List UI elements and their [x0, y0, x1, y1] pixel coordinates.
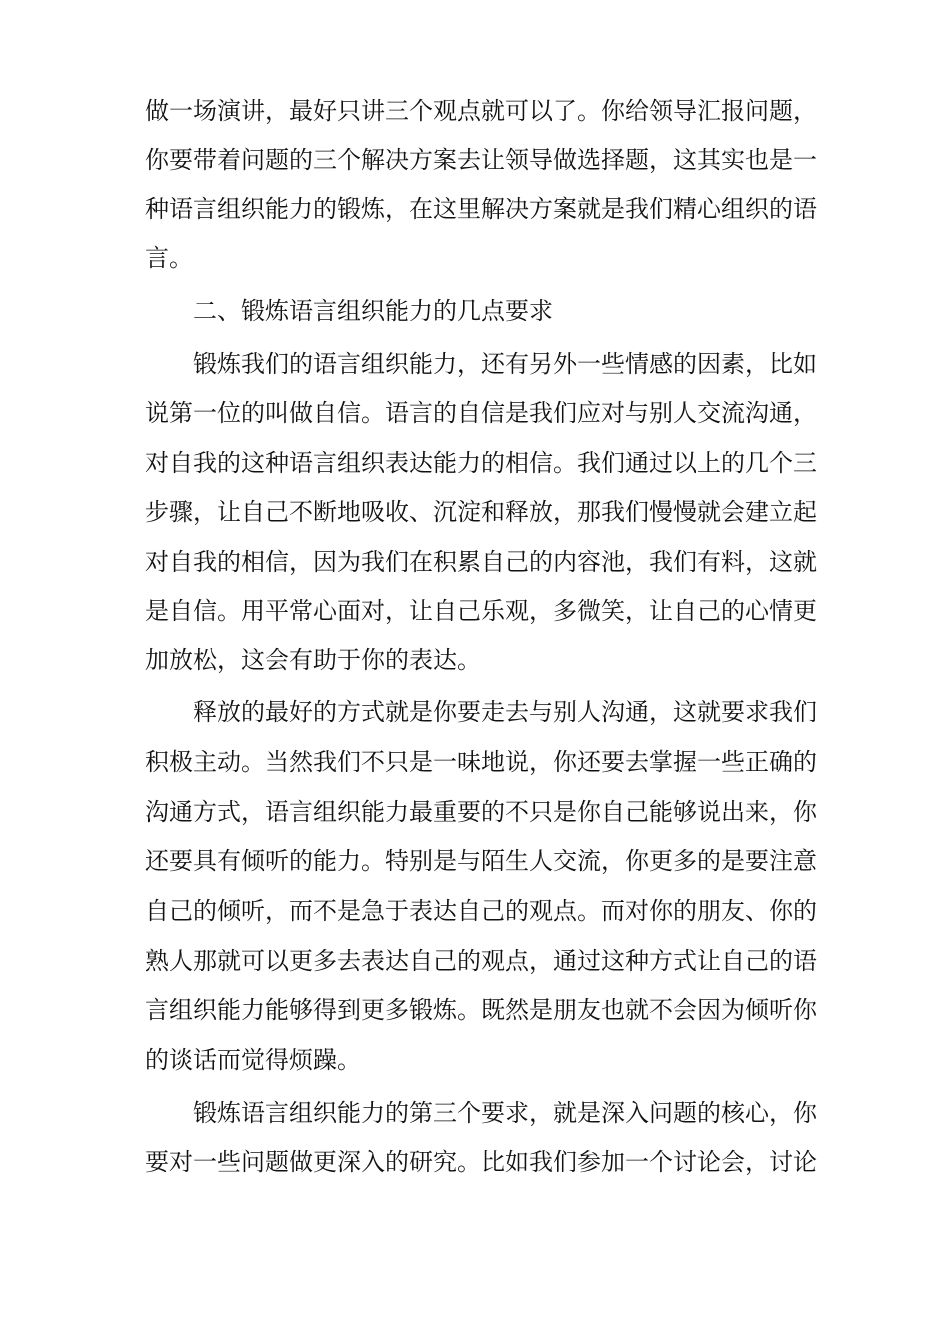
paragraph-4-line-8: 的谈话而觉得烦躁。	[145, 1046, 361, 1074]
paragraph-3-line-7: 加放松，这会有助于你的表达。	[145, 646, 481, 674]
paragraph-1-line-2: 你要带着问题的三个解决方案去让领导做选择题，这其实也是一	[145, 146, 817, 174]
paragraph-4-line-4: 还要具有倾听的能力。特别是与陌生人交流，你更多的是要注意	[145, 847, 817, 875]
paragraph-4-line-3: 沟通方式，语言组织能力最重要的不只是你自己能够说出来，你	[145, 798, 817, 826]
paragraph-3-line-5: 对自我的相信，因为我们在积累自己的内容池，我们有料，这就	[145, 548, 817, 576]
paragraph-4-line-2: 积极主动。当然我们不只是一味地说，你还要去掌握一些正确的	[145, 748, 817, 776]
paragraph-3-line-2: 说第一位的叫做自信。语言的自信是我们应对与别人交流沟通，	[145, 399, 817, 427]
paragraph-4-line-1: 释放的最好的方式就是你要走去与别人沟通，这就要求我们	[193, 698, 817, 726]
paragraph-5-line-1: 锻炼语言组织能力的第三个要求，就是深入问题的核心，你	[193, 1099, 817, 1127]
paragraph-4-line-5: 自己的倾听，而不是急于表达自己的观点。而对你的朋友、你的	[145, 897, 817, 925]
paragraph-5-line-2: 要对一些问题做更深入的研究。比如我们参加一个讨论会，讨论	[145, 1148, 817, 1176]
paragraph-3-line-6: 是自信。用平常心面对，让自己乐观，多微笑，让自己的心情更	[145, 597, 817, 625]
section-heading: 二、锻炼语言组织能力的几点要求	[193, 297, 553, 325]
paragraph-1-line-3: 种语言组织能力的锻炼，在这里解决方案就是我们精心组织的语	[145, 195, 817, 223]
paragraph-3-line-3: 对自我的这种语言组织表达能力的相信。我们通过以上的几个三	[145, 449, 817, 477]
paragraph-4-line-7: 言组织能力能够得到更多锻炼。既然是朋友也就不会因为倾听你	[145, 996, 817, 1024]
paragraph-3-line-4: 步骤，让自己不断地吸收、沉淀和释放，那我们慢慢就会建立起	[145, 498, 817, 526]
paragraph-1-line-4: 言。	[145, 244, 193, 272]
paragraph-3-line-1: 锻炼我们的语言组织能力，还有另外一些情感的因素，比如	[193, 350, 817, 378]
paragraph-4-line-6: 熟人那就可以更多去表达自己的观点，通过这种方式让自己的语	[145, 947, 817, 975]
paragraph-1-line-1: 做一场演讲，最好只讲三个观点就可以了。你给领导汇报问题，	[145, 97, 817, 125]
